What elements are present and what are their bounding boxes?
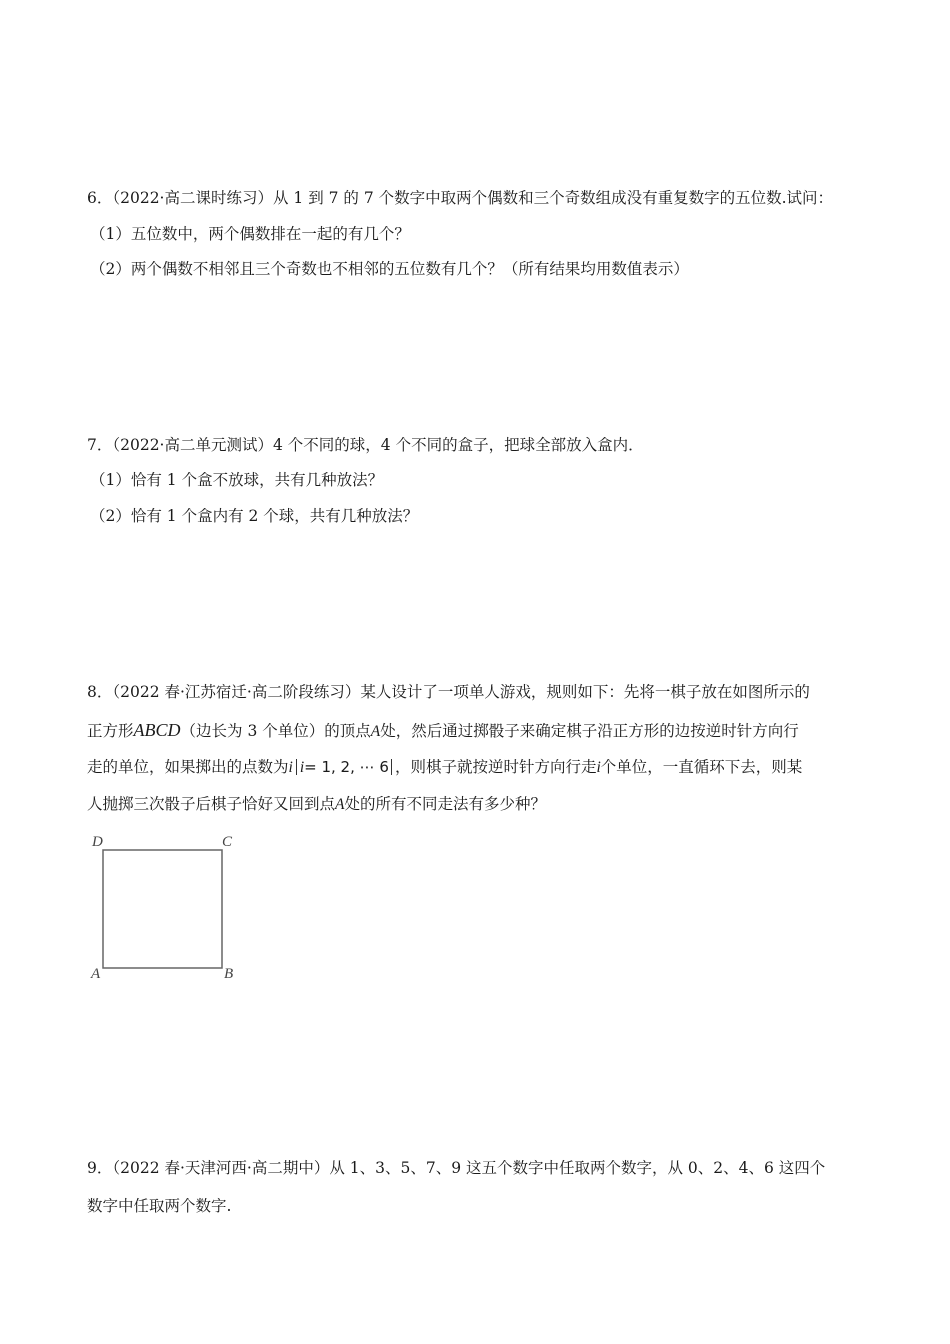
q9-line-1: 9．（2022 春·天津河西·高二期中）从 1、3、5、7、9 这五个数字中任取两个数字，从 0、2、4、6 这四个 <box>87 1159 826 1177</box>
label-a: A <box>91 966 101 982</box>
q8-line-1: 8．（2022 春·江苏宿迁·高二阶段练习）某人设计了一项单人游戏，规则如下：先将一棋子放在如图所示的 <box>87 683 810 701</box>
q7-part-2: （2）恰有 1 个盒内有 2 个球，共有几种放法？ <box>90 507 419 525</box>
vertex-a-ref: A <box>370 723 381 740</box>
square-name: ABCD <box>133 720 181 740</box>
q7-stem: 7．（2022·高二单元测试）4 个不同的球，4 个不同的盒子，把球全部放入盒内． <box>87 436 644 454</box>
label-c: C <box>222 834 233 850</box>
square-abcd-figure <box>88 832 248 984</box>
q6-stem: 6．（2022·高二课时练习）从 1 到 7 的 7 个数字中取两个偶数和三个奇数组成没有重复数字的五位数.试问： <box>87 189 834 207</box>
label-b: B <box>224 966 234 982</box>
q9-line-2: 数字中任取两个数字. <box>87 1197 232 1215</box>
q8-line-2: 正方形ABCD（边长为 3 个单位）的顶点A处，然后通过掷骰子来确定棋子沿正方形的边按逆时针方向行 <box>87 720 799 740</box>
square-outline <box>103 850 222 968</box>
q8-line-3: 走的单位，如果掷出的点数为i i= 1, 2, ⋯ 6 ，则棋子就按逆时针方向行走i个单位，一直循环下去，则某 <box>87 758 803 776</box>
q6-part-1: （1）五位数中，两个偶数排在一起的有几个？ <box>90 225 410 243</box>
q6-part-2: （2）两个偶数不相邻且三个奇数也不相邻的五位数有几个？（所有结果均用数值表示） <box>90 260 689 278</box>
dice-range: = 1, 2, ⋯ 6 <box>304 758 389 776</box>
label-d: D <box>92 834 103 850</box>
q8-line-4: 人抛掷三次骰子后棋子恰好又回到点A处的所有不同走法有多少种？ <box>87 795 546 813</box>
q7-part-1: （1）恰有 1 个盒不放球，共有几种放法？ <box>90 471 384 489</box>
square-diagram <box>88 832 248 984</box>
